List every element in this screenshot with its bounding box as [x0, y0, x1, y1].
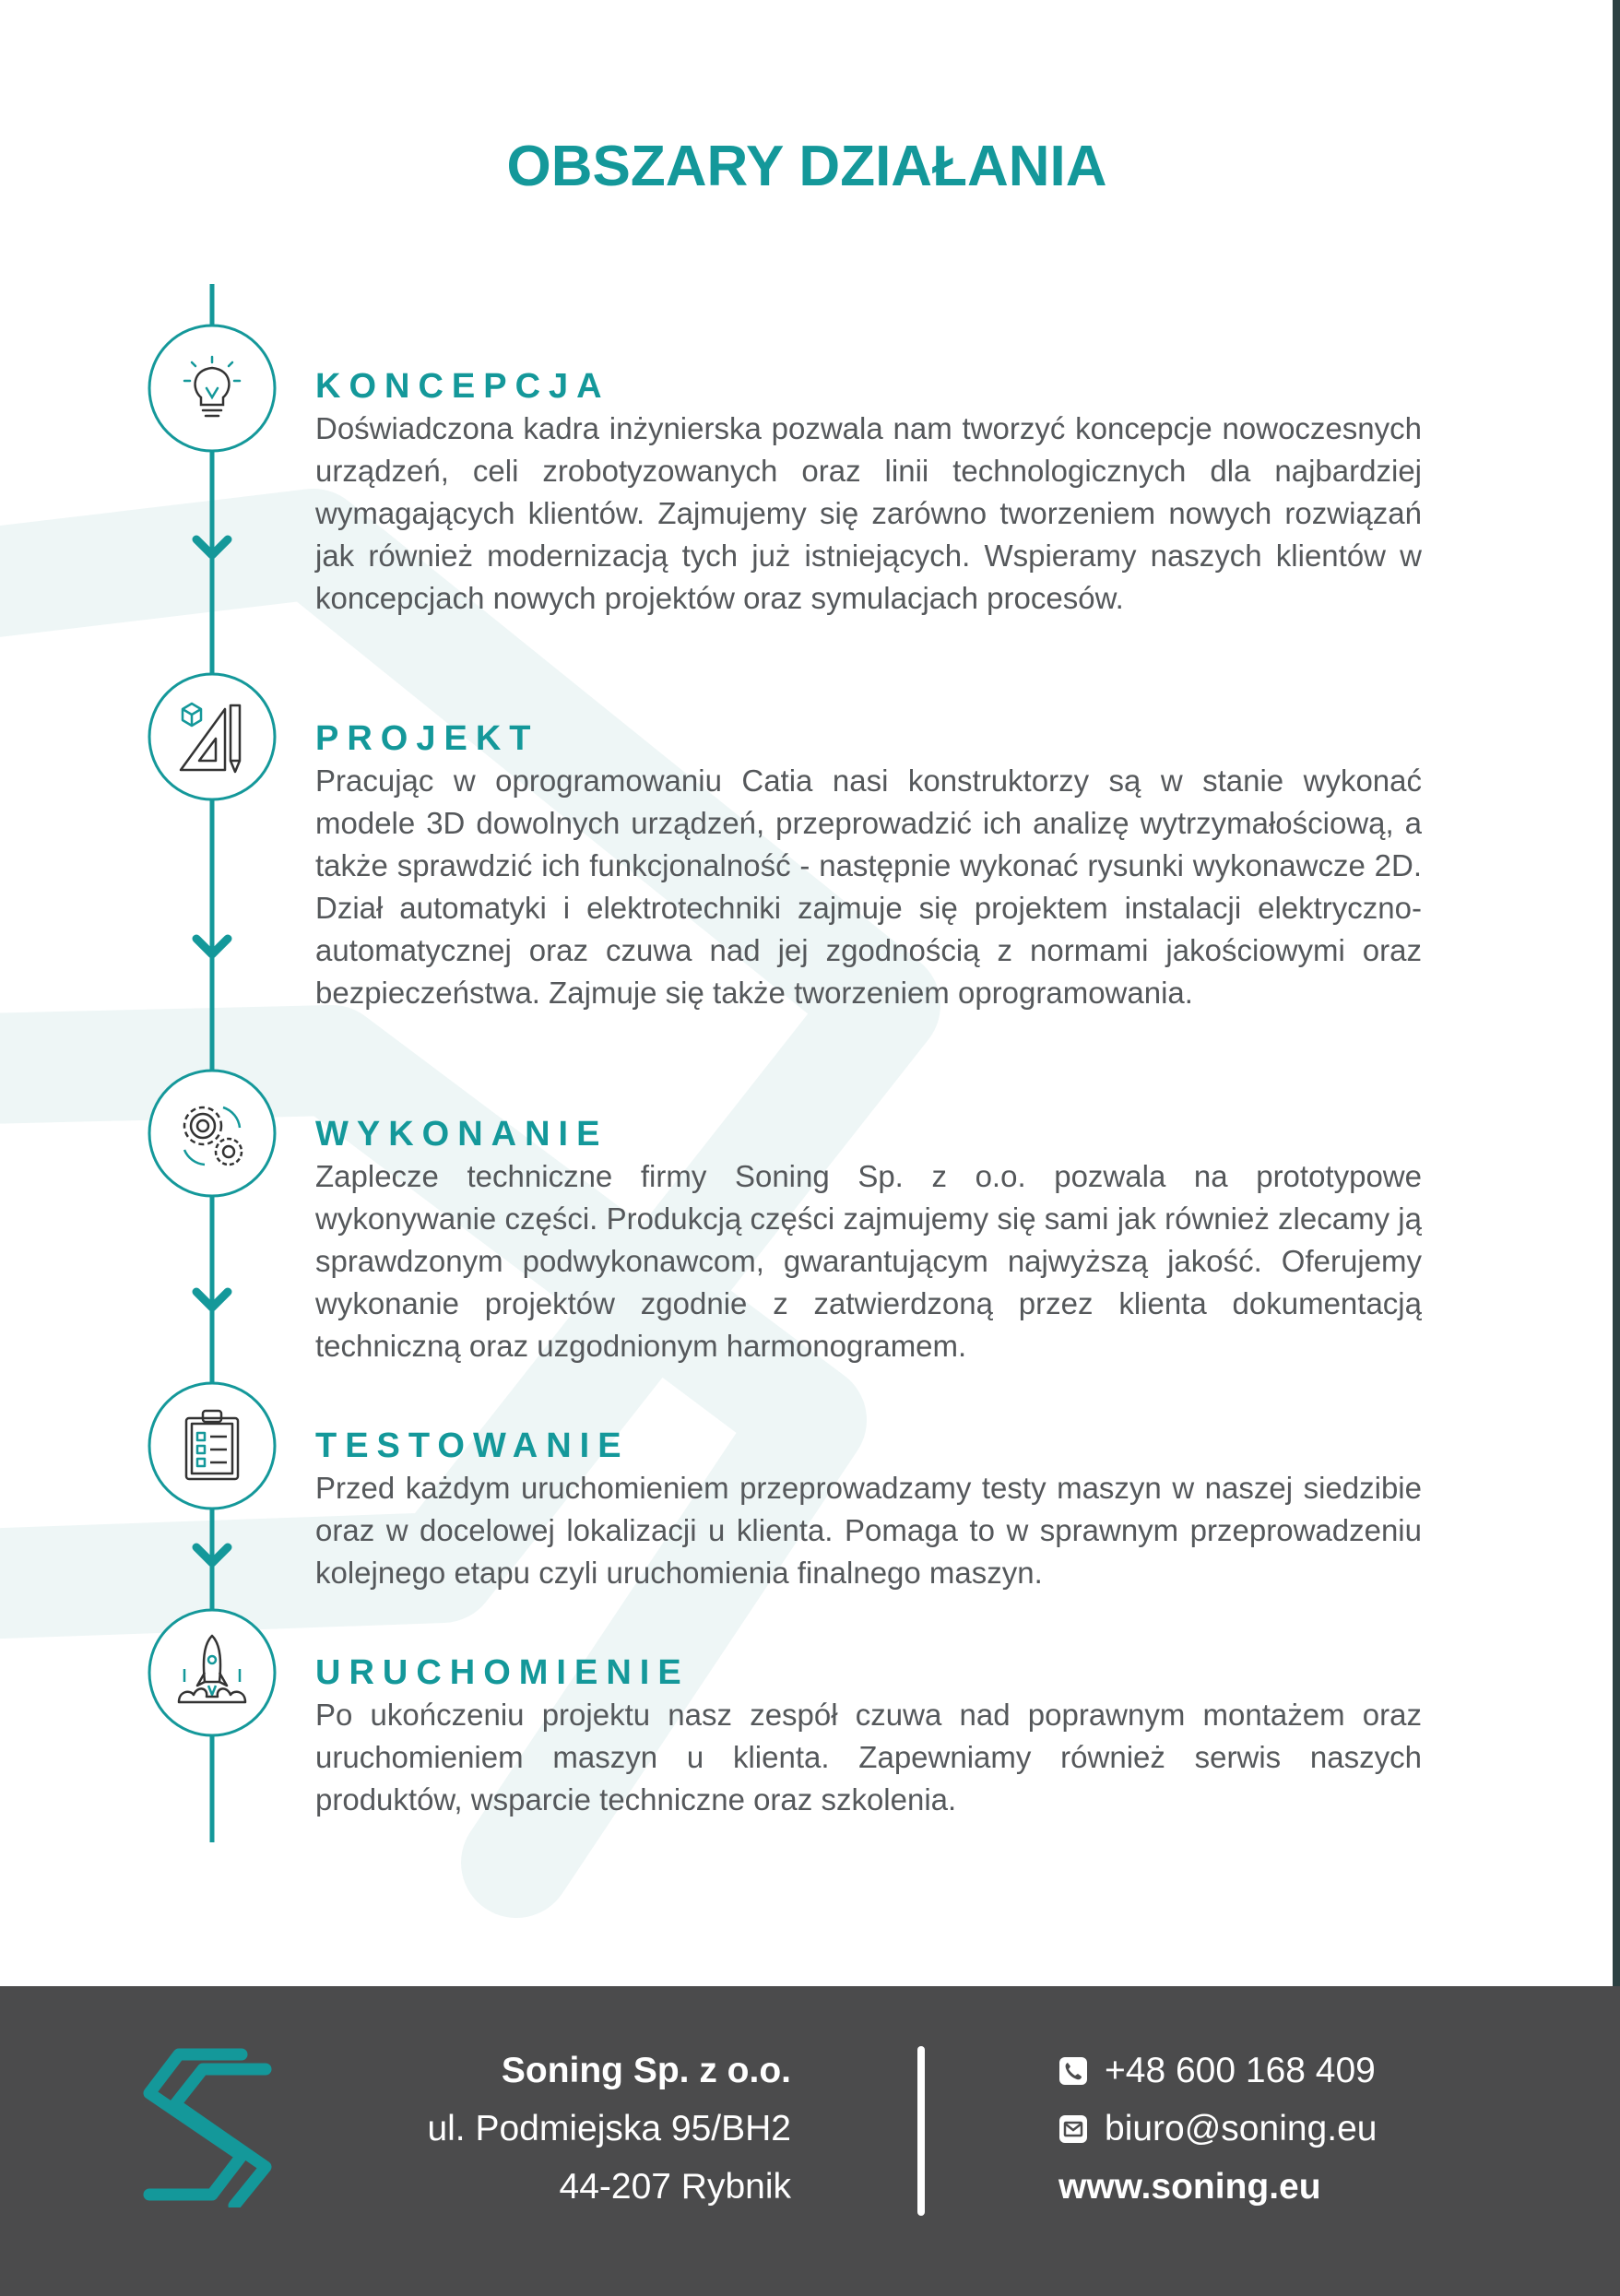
phone-row [1058, 2042, 1377, 2100]
section-text: Zaplecze techniczne firmy Soning Sp. z o.o. pozwala na prototypowe wykonywanie części. Produkcją części zajmujemy się sami jak również zlecamy ją sprawdzonym podwykonawcom, gwarantującym najwyższą jakość. Oferujemy wykonanie projektów zgodnie z zatwierdzoną przez klienta dokumentacją techniczną oraz uzgodnionym harmonogramem. [315, 1159, 1422, 1363]
street-address: ul. Podmiejska 95/BH2 [427, 2109, 791, 2148]
phone-number[interactable]: +48 600 168 409 [1105, 2050, 1376, 2090]
section-heading: WYKONANIE [315, 1115, 609, 1154]
phone-icon [1058, 2056, 1088, 2086]
company-address [369, 2042, 791, 2216]
section-heading: TESTOWANIE [315, 1426, 630, 1465]
contact-info [1058, 2042, 1377, 2216]
soning-logo-icon [138, 2042, 277, 2207]
section-wykonanie [315, 1113, 1422, 1367]
section-testowanie [315, 1425, 1422, 1594]
section-uruchomienie [315, 1651, 1422, 1821]
section-text: Przed każdym uruchomieniem przeprowadzamy testy maszyn w naszej siedzibie oraz w docelowej lokalizacji u klienta. Pomaga to w sprawnym przeprowadzeniu kolejnego etapu czyli uruchomienia finalnego maszyn. [315, 1471, 1422, 1590]
website-link[interactable]: www.soning.eu [1058, 2167, 1321, 2207]
section-heading: URUCHOMIENIE [315, 1653, 690, 1692]
email-row [1058, 2100, 1377, 2158]
right-edge-strip [1613, 0, 1620, 2296]
section-heading: PROJEKT [315, 719, 539, 758]
company-name: Soning Sp. z o.o. [501, 2051, 791, 2090]
section-text: Po ukończeniu projektu nasz zespół czuwa nad poprawnym montażem oraz uruchomieniem maszyn u klienta. Zapewniamy również serwis naszych produktów, wsparcie techniczne oraz szkolenia. [315, 1698, 1422, 1817]
footer [0, 1986, 1620, 2296]
section-koncepcja [315, 365, 1422, 620]
page-title: OBSZARY DZIAŁANIA [506, 135, 1107, 198]
section-projekt [315, 717, 1422, 1014]
city-address: 44-207 Rybnik [559, 2167, 791, 2207]
section-heading: KONCEPCJA [315, 367, 610, 406]
email-address[interactable]: biuro@soning.eu [1105, 2108, 1378, 2148]
section-text: Doświadczona kadra inżynierska pozwala nam tworzyć koncepcje nowoczesnych urządzeń, celi zrobotyzowanych oraz linii technologicznych dla najbardziej wymagających klientów. Zajmujemy się zarówno tworzeniem nowych rozwiązań jak również modernizacją tych już istniejących. Wspieramy naszych klientów w koncepcjach nowych projektów oraz symulacjach procesów. [315, 411, 1422, 615]
section-text: Pracując w oprogramowaniu Catia nasi konstruktorzy są w stanie wykonać modele 3D dowolnych urządzeń, przeprowadzić ich analizę wytrzymałościową, a także sprawdzić ich funkcjonalność - następnie wykonać rysunki wykonawcze 2D. Dział automatyki i elektrotechniki zajmuje się projektem instalacji elektryczno-automatycznej oraz czuwa nad jej zgodnością z normami jakościowymi oraz bezpieczeństwa. Zajmuje się także tworzeniem oprogramowania. [315, 763, 1422, 1010]
footer-divider [917, 2046, 925, 2216]
email-icon [1058, 2114, 1088, 2144]
